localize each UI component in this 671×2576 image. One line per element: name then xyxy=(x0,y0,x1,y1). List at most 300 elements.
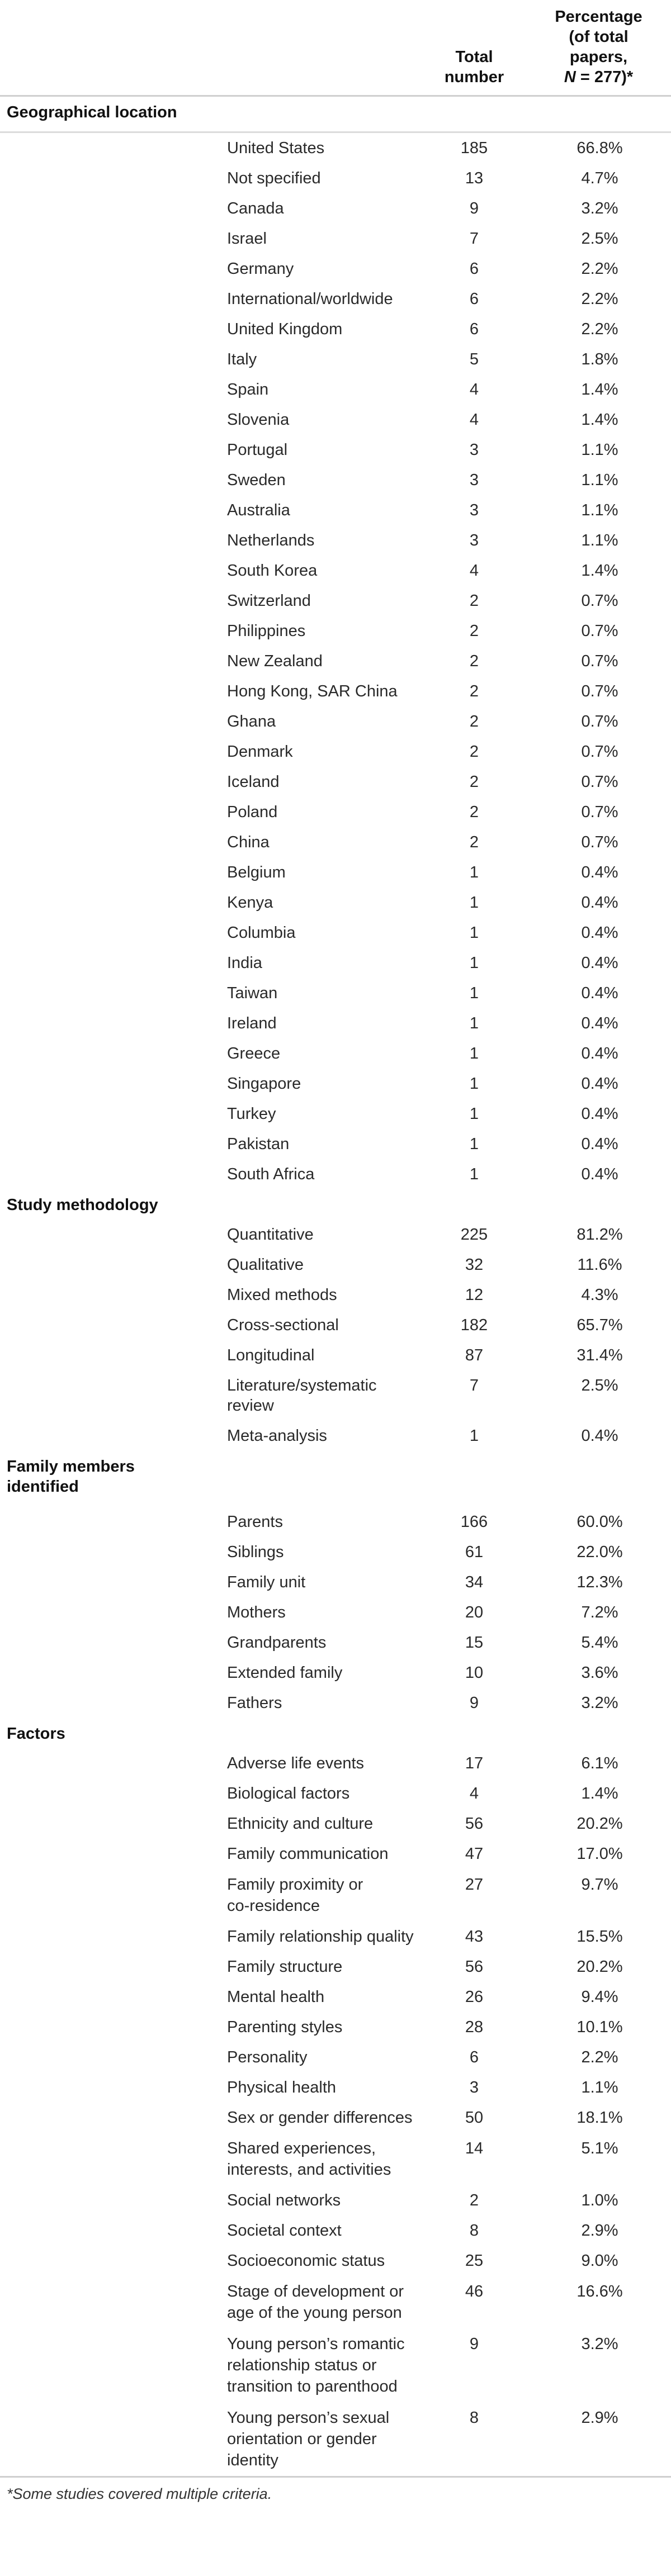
table-row xyxy=(0,1370,671,1421)
table-row xyxy=(0,2012,671,2042)
row-indent-cell xyxy=(0,1688,221,1718)
row-label: Personality xyxy=(227,2048,308,2066)
section-empty-cell xyxy=(420,1718,528,1748)
row-label: Slovenia xyxy=(227,411,290,429)
table-row xyxy=(0,374,671,405)
row-label xyxy=(221,2133,420,2185)
row-percentage: 11.6% xyxy=(577,1256,622,1274)
row-total-number: 46 xyxy=(465,2283,484,2300)
row-total-number: 3 xyxy=(469,532,479,549)
row-percentage: 1.1% xyxy=(581,2079,618,2096)
row-label: Greece xyxy=(227,1045,281,1062)
row-label: Poland xyxy=(227,803,278,821)
row-label: Israel xyxy=(227,230,267,248)
row-percentage: 2.9% xyxy=(581,2222,618,2240)
section-header-row xyxy=(0,1451,671,1507)
row-indent-cell xyxy=(0,1778,221,1809)
table-row xyxy=(0,344,671,374)
row-total-number: 6 xyxy=(469,2048,479,2066)
row-label: Biological factors xyxy=(227,1785,350,1802)
row-label: South Africa xyxy=(227,1165,315,1183)
table-row xyxy=(0,857,671,888)
table-row xyxy=(0,2042,671,2072)
row-indent-cell xyxy=(0,132,221,164)
table-row xyxy=(0,1129,671,1159)
header-pct-line1: Percentage xyxy=(555,8,642,26)
section-header-row xyxy=(0,96,671,132)
row-percentage: 0.4% xyxy=(581,924,618,942)
section-title: Factors xyxy=(7,1725,65,1743)
row-label: Hong Kong, SAR China xyxy=(227,682,398,700)
row-indent-cell xyxy=(0,2402,221,2477)
row-percentage: 0.4% xyxy=(581,1075,618,1093)
header-pct-line4: = 277)* xyxy=(575,68,634,86)
row-label xyxy=(221,2328,420,2402)
row-indent-cell xyxy=(0,1069,221,1099)
row-indent-cell xyxy=(0,797,221,827)
row-percentage: 0.7% xyxy=(581,652,618,670)
table-row xyxy=(0,676,671,706)
row-indent-cell xyxy=(0,2276,221,2328)
row-label: Portugal xyxy=(227,441,288,459)
table-row xyxy=(0,1421,671,1451)
table-row xyxy=(0,556,671,586)
row-total-number: 3 xyxy=(469,471,479,489)
row-total-number: 61 xyxy=(465,1543,484,1561)
row-label: Netherlands xyxy=(227,532,315,549)
row-indent-cell xyxy=(0,314,221,344)
row-indent-cell xyxy=(0,495,221,525)
row-total-number: 225 xyxy=(460,1226,488,1244)
row-total-number: 87 xyxy=(465,1346,484,1364)
row-total-number: 1 xyxy=(469,1165,479,1183)
row-label-line: Young person’s sexual xyxy=(227,2409,390,2427)
row-percentage: 1.4% xyxy=(581,411,618,429)
row-total-number: 4 xyxy=(469,1785,479,1802)
table-row xyxy=(0,1839,671,1869)
row-percentage: 1.1% xyxy=(581,471,618,489)
row-total-number: 1 xyxy=(469,1105,479,1123)
table-row xyxy=(0,978,671,1008)
row-indent-cell xyxy=(0,284,221,314)
table-row xyxy=(0,797,671,827)
row-indent-cell xyxy=(0,374,221,405)
row-percentage: 2.2% xyxy=(581,320,618,338)
row-indent-cell xyxy=(0,224,221,254)
section-header-row xyxy=(0,1189,671,1220)
row-indent-cell xyxy=(0,1839,221,1869)
row-percentage: 16.6% xyxy=(577,2283,623,2300)
row-indent-cell xyxy=(0,405,221,435)
row-total-number: 34 xyxy=(465,1573,484,1591)
row-label: Adverse life events xyxy=(227,1754,365,1772)
section-title-line: Family members xyxy=(7,1458,135,1476)
table-row xyxy=(0,706,671,737)
table-row xyxy=(0,1250,671,1280)
row-label: Kenya xyxy=(227,894,273,912)
header-total-number xyxy=(420,7,528,96)
table-row xyxy=(0,2276,671,2328)
row-percentage: 4.3% xyxy=(581,1286,618,1304)
row-indent-cell xyxy=(0,1809,221,1839)
row-total-number: 166 xyxy=(460,1513,488,1531)
row-percentage: 2.2% xyxy=(581,2048,618,2066)
row-percentage: 1.0% xyxy=(581,2191,618,2209)
row-label: Parenting styles xyxy=(227,2018,343,2036)
row-indent-cell xyxy=(0,1280,221,1310)
row-indent-cell xyxy=(0,1099,221,1129)
row-indent-cell xyxy=(0,163,221,193)
row-percentage: 2.2% xyxy=(581,290,618,308)
row-percentage: 0.7% xyxy=(581,682,618,700)
table-row xyxy=(0,1537,671,1567)
row-label-line: Stage of development or xyxy=(227,2283,404,2300)
row-indent-cell xyxy=(0,1310,221,1340)
table-row xyxy=(0,1567,671,1597)
row-total-number: 28 xyxy=(465,2018,484,2036)
row-percentage: 2.2% xyxy=(581,260,618,278)
table-row xyxy=(0,1952,671,1982)
section-empty-cell xyxy=(221,1718,420,1748)
table-row xyxy=(0,1069,671,1099)
row-percentage: 18.1% xyxy=(577,2109,623,2127)
row-indent-cell xyxy=(0,1129,221,1159)
row-total-number: 2 xyxy=(469,803,479,821)
section-empty-cell xyxy=(420,1189,528,1220)
table-row xyxy=(0,1628,671,1658)
row-percentage: 0.4% xyxy=(581,864,618,881)
row-indent-cell xyxy=(0,254,221,284)
row-percentage: 31.4% xyxy=(577,1346,623,1364)
row-label: Extended family xyxy=(227,1664,343,1682)
row-indent-cell xyxy=(0,1982,221,2012)
row-total-number: 182 xyxy=(460,1316,488,1334)
row-percentage: 81.2% xyxy=(577,1226,623,1244)
table-row xyxy=(0,1982,671,2012)
row-label: Pakistan xyxy=(227,1135,290,1153)
row-label-line: interests, and activities xyxy=(227,2161,391,2179)
row-label xyxy=(221,2276,420,2328)
header-pct-line3: papers, xyxy=(569,48,628,66)
table-row xyxy=(0,1778,671,1809)
row-percentage: 0.7% xyxy=(581,622,618,640)
row-percentage: 10.1% xyxy=(577,2018,623,2036)
row-indent-cell xyxy=(0,1250,221,1280)
row-label: Sweden xyxy=(227,471,286,489)
table-row xyxy=(0,2103,671,2133)
row-percentage: 22.0% xyxy=(577,1543,623,1561)
row-indent-cell xyxy=(0,2133,221,2185)
row-percentage: 1.1% xyxy=(581,441,618,459)
row-total-number: 8 xyxy=(469,2409,479,2427)
row-indent-cell xyxy=(0,1628,221,1658)
row-percentage: 2.5% xyxy=(581,230,618,248)
table-row xyxy=(0,2072,671,2103)
row-indent-cell xyxy=(0,827,221,857)
row-label: Not specified xyxy=(227,169,321,187)
row-label: Societal context xyxy=(227,2222,342,2240)
row-total-number: 2 xyxy=(469,592,479,610)
table-row xyxy=(0,1809,671,1839)
section-empty-cell xyxy=(221,1189,420,1220)
row-label: Family unit xyxy=(227,1573,306,1591)
row-percentage: 1.1% xyxy=(581,532,618,549)
header-empty-1 xyxy=(0,7,221,96)
row-percentage: 3.6% xyxy=(581,1664,618,1682)
row-percentage: 0.7% xyxy=(581,773,618,791)
row-indent-cell xyxy=(0,706,221,737)
row-indent-cell xyxy=(0,1421,221,1451)
header-row xyxy=(0,7,671,96)
row-indent-cell xyxy=(0,2072,221,2103)
row-total-number: 20 xyxy=(465,1604,484,1621)
row-total-number: 1 xyxy=(469,1135,479,1153)
row-label: Singapore xyxy=(227,1075,301,1093)
row-percentage: 6.1% xyxy=(581,1754,618,1772)
row-label-line: Young person’s romantic xyxy=(227,2335,405,2353)
row-total-number: 1 xyxy=(469,1075,479,1093)
row-percentage: 5.1% xyxy=(581,2139,618,2157)
row-indent-cell xyxy=(0,465,221,495)
row-percentage: 0.4% xyxy=(581,1427,618,1445)
row-total-number: 2 xyxy=(469,682,479,700)
row-percentage: 4.7% xyxy=(581,169,618,187)
row-indent-cell xyxy=(0,948,221,978)
row-label: Canada xyxy=(227,200,284,217)
row-label: Longitudinal xyxy=(227,1346,315,1364)
row-indent-cell xyxy=(0,1008,221,1038)
row-total-number: 10 xyxy=(465,1664,484,1682)
row-indent-cell xyxy=(0,1038,221,1069)
row-indent-cell xyxy=(0,737,221,767)
section-empty-cell xyxy=(221,96,420,132)
section-empty-cell xyxy=(528,1718,671,1748)
row-percentage: 9.7% xyxy=(581,1876,618,1894)
table-row xyxy=(0,1159,671,1189)
row-total-number: 1 xyxy=(469,1014,479,1032)
row-label: United Kingdom xyxy=(227,320,343,338)
table-row xyxy=(0,918,671,948)
table-row xyxy=(0,1688,671,1718)
row-percentage: 1.8% xyxy=(581,350,618,368)
table-row xyxy=(0,1280,671,1310)
row-indent-cell xyxy=(0,1597,221,1628)
row-label: Qualitative xyxy=(227,1256,304,1274)
header-empty-2 xyxy=(221,7,420,96)
row-indent-cell xyxy=(0,1748,221,1778)
row-indent-cell xyxy=(0,616,221,646)
section-empty-cell xyxy=(420,96,528,132)
row-percentage: 0.4% xyxy=(581,1045,618,1062)
footnote-row xyxy=(0,2477,671,2503)
table-row xyxy=(0,495,671,525)
table-row xyxy=(0,132,671,164)
table-row xyxy=(0,1748,671,1778)
section-empty-cell xyxy=(221,1451,420,1507)
row-total-number: 8 xyxy=(469,2222,479,2240)
row-indent-cell xyxy=(0,888,221,918)
row-indent-cell xyxy=(0,193,221,224)
row-percentage: 1.4% xyxy=(581,1785,618,1802)
table-row xyxy=(0,435,671,465)
row-total-number: 1 xyxy=(469,954,479,972)
row-percentage: 12.3% xyxy=(577,1573,623,1591)
row-label: Family communication xyxy=(227,1845,389,1863)
row-percentage: 0.4% xyxy=(581,894,618,912)
row-label: Columbia xyxy=(227,924,296,942)
table-footer xyxy=(0,2477,671,2503)
table-row xyxy=(0,2216,671,2246)
row-indent-cell xyxy=(0,2185,221,2216)
table-row xyxy=(0,1507,671,1537)
row-indent-cell xyxy=(0,586,221,616)
row-label: New Zealand xyxy=(227,652,323,670)
row-percentage: 2.5% xyxy=(581,1377,618,1394)
table-row xyxy=(0,2328,671,2402)
row-indent-cell xyxy=(0,1340,221,1370)
row-indent-cell xyxy=(0,978,221,1008)
row-label: Cross-sectional xyxy=(227,1316,339,1334)
row-label: Physical health xyxy=(227,2079,337,2096)
row-percentage: 66.8% xyxy=(577,139,623,157)
table-row xyxy=(0,2246,671,2276)
header-pct-n: N xyxy=(564,68,576,86)
row-label: Denmark xyxy=(227,743,293,761)
row-total-number: 15 xyxy=(465,1634,484,1652)
row-total-number: 4 xyxy=(469,381,479,399)
row-total-number: 2 xyxy=(469,652,479,670)
row-total-number: 14 xyxy=(465,2139,484,2157)
row-total-number: 32 xyxy=(465,1256,484,1274)
row-total-number: 185 xyxy=(460,139,488,157)
row-total-number: 1 xyxy=(469,864,479,881)
row-label: International/worldwide xyxy=(227,290,393,308)
row-indent-cell xyxy=(0,1537,221,1567)
row-label-line: relationship status or xyxy=(227,2356,377,2374)
row-percentage: 65.7% xyxy=(577,1316,623,1334)
section-empty-cell xyxy=(528,1189,671,1220)
row-percentage: 0.7% xyxy=(581,743,618,761)
row-indent-cell xyxy=(0,2103,221,2133)
row-indent-cell xyxy=(0,1952,221,1982)
row-label-line: Family proximity or xyxy=(227,1876,363,1894)
row-total-number: 7 xyxy=(469,230,479,248)
row-indent-cell xyxy=(0,435,221,465)
row-percentage: 3.2% xyxy=(581,2335,618,2353)
row-percentage: 0.4% xyxy=(581,1105,618,1123)
row-percentage: 0.4% xyxy=(581,1014,618,1032)
table-row xyxy=(0,2185,671,2216)
row-label: Mental health xyxy=(227,1988,325,2006)
section-title: Geographical location xyxy=(0,96,221,132)
row-total-number: 2 xyxy=(469,713,479,730)
table-row xyxy=(0,827,671,857)
row-label: Fathers xyxy=(227,1694,282,1712)
table-row xyxy=(0,224,671,254)
row-label: Siblings xyxy=(227,1543,284,1561)
table-row xyxy=(0,1658,671,1688)
row-indent-cell xyxy=(0,1567,221,1597)
row-label: Quantitative xyxy=(227,1226,314,1244)
row-total-number: 3 xyxy=(469,501,479,519)
section-header-row xyxy=(0,1718,671,1748)
row-total-number: 9 xyxy=(469,1694,479,1712)
table-row xyxy=(0,767,671,797)
row-percentage: 3.2% xyxy=(581,200,618,217)
row-label-line: orientation or gender xyxy=(227,2430,377,2448)
table-row xyxy=(0,1008,671,1038)
row-indent-cell xyxy=(0,646,221,676)
section-title-line: identified xyxy=(7,1478,79,1496)
table-row xyxy=(0,465,671,495)
row-indent-cell xyxy=(0,2042,221,2072)
row-percentage: 17.0% xyxy=(577,1845,623,1863)
row-label: Spain xyxy=(227,381,269,399)
row-indent-cell xyxy=(0,1159,221,1189)
section-empty-cell xyxy=(528,1451,671,1507)
row-indent-cell xyxy=(0,1507,221,1537)
row-label: Italy xyxy=(227,350,257,368)
row-total-number: 2 xyxy=(469,833,479,851)
row-percentage: 0.4% xyxy=(581,1135,618,1153)
row-percentage: 2.9% xyxy=(581,2409,618,2427)
table-row xyxy=(0,1340,671,1370)
table-row xyxy=(0,163,671,193)
row-label-line: co-residence xyxy=(227,1897,320,1915)
row-total-number: 4 xyxy=(469,562,479,580)
row-label: United States xyxy=(227,139,325,157)
row-total-number: 4 xyxy=(469,411,479,429)
row-total-number: 13 xyxy=(465,169,484,187)
row-percentage: 20.2% xyxy=(577,1958,623,1976)
row-total-number: 3 xyxy=(469,2079,479,2096)
row-label: Turkey xyxy=(227,1105,276,1123)
section-title xyxy=(0,1451,221,1507)
row-percentage: 0.7% xyxy=(581,833,618,851)
row-total-number: 6 xyxy=(469,320,479,338)
section-title: Study methodology xyxy=(7,1196,158,1214)
row-total-number: 25 xyxy=(465,2252,484,2270)
row-percentage: 5.4% xyxy=(581,1634,618,1652)
row-percentage: 0.4% xyxy=(581,1165,618,1183)
row-total-number: 26 xyxy=(465,1988,484,2006)
row-total-number: 9 xyxy=(469,200,479,217)
row-indent-cell xyxy=(0,1370,221,1421)
row-label: Family structure xyxy=(227,1958,343,1976)
row-total-number: 2 xyxy=(469,2191,479,2209)
row-total-number: 12 xyxy=(465,1286,484,1304)
row-label: Literature/systematic review xyxy=(227,1377,377,1415)
header-pct-line2: (of total xyxy=(569,28,629,46)
row-label: Meta-analysis xyxy=(227,1427,327,1445)
row-label: Philippines xyxy=(227,622,306,640)
row-percentage: 9.4% xyxy=(581,1988,618,2006)
table-row xyxy=(0,1038,671,1069)
row-indent-cell xyxy=(0,857,221,888)
table-row xyxy=(0,888,671,918)
row-label-line: age of the young person xyxy=(227,2304,402,2322)
table-row xyxy=(0,1099,671,1129)
row-indent-cell xyxy=(0,556,221,586)
table-row xyxy=(0,1597,671,1628)
table-row xyxy=(0,1922,671,1952)
row-percentage: 3.2% xyxy=(581,1694,618,1712)
row-percentage: 0.4% xyxy=(581,984,618,1002)
table-body xyxy=(0,96,671,2477)
section-empty-cell xyxy=(528,96,671,132)
row-indent-cell xyxy=(0,344,221,374)
row-total-number: 1 xyxy=(469,924,479,942)
